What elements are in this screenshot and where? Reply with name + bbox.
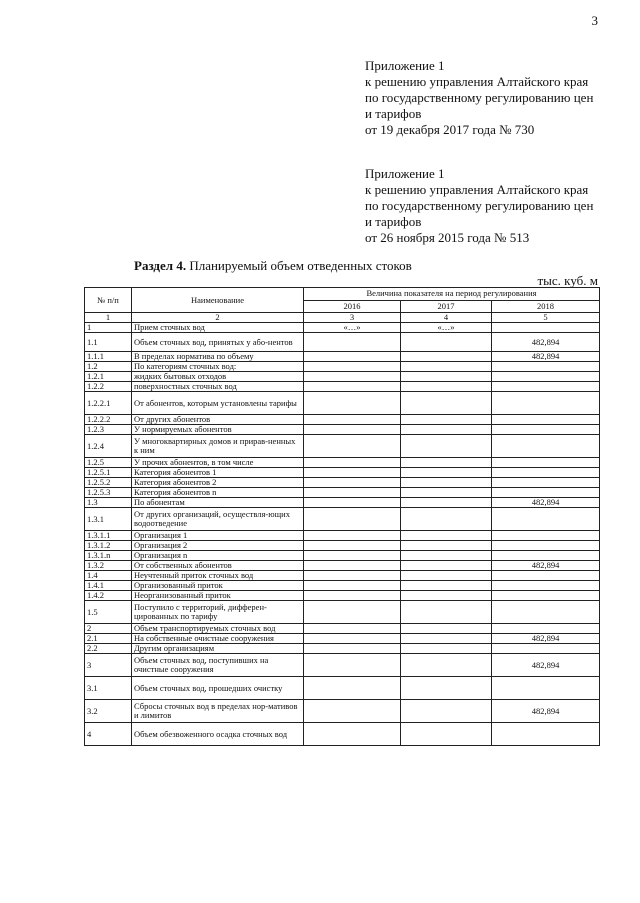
value-2018 [492, 644, 600, 654]
row-name: Сбросы сточных вод в пределах нор-мативов и лимитов [132, 700, 304, 723]
value-2016 [304, 435, 401, 458]
value-2016 [304, 425, 401, 435]
value-2018 [492, 392, 600, 415]
row-name: жидких бытовых отходов [132, 372, 304, 382]
value-2018 [492, 478, 600, 488]
row-number: 1.2.5.3 [85, 488, 132, 498]
value-2016 [304, 581, 401, 591]
row-number: 1.2.5.1 [85, 468, 132, 478]
value-2017 [401, 382, 492, 392]
row-name: По абонентам [132, 498, 304, 508]
table-row [85, 352, 600, 362]
value-2016 [304, 415, 401, 425]
row-number: 1.2.2.1 [85, 392, 132, 415]
column-index: 3 [304, 313, 401, 323]
value-2018 [492, 551, 600, 561]
value-2016 [304, 488, 401, 498]
row-number: 3.1 [85, 677, 132, 700]
column-index: 4 [401, 313, 492, 323]
row-number: 1.4 [85, 571, 132, 581]
table-row [85, 372, 600, 382]
table-row [85, 488, 600, 498]
column-index: 2 [132, 313, 304, 323]
row-number: 3.2 [85, 700, 132, 723]
row-name: По категориям сточных вод: [132, 362, 304, 372]
value-2017 [401, 581, 492, 591]
row-number: 1.3.1 [85, 508, 132, 531]
row-number: 1.3.1.1 [85, 531, 132, 541]
row-number: 1.5 [85, 601, 132, 624]
value-2016: «…» [304, 323, 401, 333]
value-2016 [304, 677, 401, 700]
row-number: 2.1 [85, 634, 132, 644]
value-2018 [492, 382, 600, 392]
appendix-note-original [365, 166, 635, 246]
appendix-note-current [365, 58, 635, 138]
value-2017 [401, 551, 492, 561]
value-2017 [401, 333, 492, 352]
value-2016 [304, 468, 401, 478]
row-name: У многоквартирных домов и прирав-ненных к ним [132, 435, 304, 458]
value-2017 [401, 723, 492, 746]
value-2016 [304, 551, 401, 561]
row-name: поверхностных сточных вод [132, 382, 304, 392]
value-2016 [304, 478, 401, 488]
value-2016 [304, 362, 401, 372]
row-number: 1.2.4 [85, 435, 132, 458]
row-number: 2 [85, 624, 132, 634]
value-2017 [401, 541, 492, 551]
value-2017 [401, 531, 492, 541]
value-2017 [401, 488, 492, 498]
value-2018: 482,894 [492, 561, 600, 571]
value-2017 [401, 634, 492, 644]
row-name: Другим организациям [132, 644, 304, 654]
value-2016 [304, 624, 401, 634]
value-2017 [401, 458, 492, 468]
table-row [85, 601, 600, 624]
value-2018: 482,894 [492, 654, 600, 677]
value-2018 [492, 425, 600, 435]
value-2016 [304, 723, 401, 746]
appendix-line: от 26 ноября 2015 года № 513 [365, 230, 530, 245]
value-2018 [492, 723, 600, 746]
header-year-2016: 2016 [304, 300, 401, 313]
value-2017 [401, 700, 492, 723]
value-2017 [401, 372, 492, 382]
row-name: От других абонентов [132, 415, 304, 425]
appendix-line: по государственному регулированию цен [365, 90, 594, 105]
appendix-line: Приложение 1 [365, 166, 445, 181]
row-name: Организация 1 [132, 531, 304, 541]
table-row [85, 531, 600, 541]
table-row [85, 458, 600, 468]
header-name: Наименование [132, 288, 304, 313]
table-row [85, 571, 600, 581]
appendix-line: и тарифов [365, 214, 422, 229]
value-2016 [304, 458, 401, 468]
value-2016 [304, 541, 401, 551]
row-number: 1.2.1 [85, 372, 132, 382]
column-index: 1 [85, 313, 132, 323]
table-row [85, 415, 600, 425]
row-number: 1.3.2 [85, 561, 132, 571]
value-2017 [401, 591, 492, 601]
row-name: Объем сточных вод, принятых у або-нентов [132, 333, 304, 352]
value-2017: «…» [401, 323, 492, 333]
section-title [134, 258, 412, 274]
table-row [85, 677, 600, 700]
value-2018 [492, 624, 600, 634]
row-number: 1.2.2.2 [85, 415, 132, 425]
row-name: От собственных абонентов [132, 561, 304, 571]
value-2018: 482,894 [492, 700, 600, 723]
column-index: 5 [492, 313, 600, 323]
table-row [85, 581, 600, 591]
value-2018 [492, 541, 600, 551]
table-row [85, 498, 600, 508]
row-name: От абонентов, которым установлены тарифы [132, 392, 304, 415]
row-number: 1.4.2 [85, 591, 132, 601]
table-row [85, 591, 600, 601]
row-name: У нормируемых абонентов [132, 425, 304, 435]
row-number: 1.3.1.n [85, 551, 132, 561]
value-2018 [492, 601, 600, 624]
table-row [85, 644, 600, 654]
value-2016 [304, 508, 401, 531]
appendix-line: и тарифов [365, 106, 422, 121]
table-row [85, 654, 600, 677]
value-2016 [304, 591, 401, 601]
value-2016 [304, 333, 401, 352]
page-number: 3 [591, 13, 598, 28]
table-row [85, 634, 600, 644]
value-2018 [492, 323, 600, 333]
value-2018 [492, 508, 600, 531]
appendix-line: Приложение 1 [365, 58, 445, 73]
row-name: Организация 2 [132, 541, 304, 551]
row-name: Объем сточных вод, прошедших очистку [132, 677, 304, 700]
row-name: В пределах норматива по объему [132, 352, 304, 362]
row-name: Категория абонентов 1 [132, 468, 304, 478]
value-2018 [492, 468, 600, 478]
value-2017 [401, 415, 492, 425]
table-row [85, 425, 600, 435]
table-row [85, 382, 600, 392]
value-2018 [492, 435, 600, 458]
header-year-2018: 2018 [492, 300, 600, 313]
row-number: 1.3.1.2 [85, 541, 132, 551]
value-2017 [401, 392, 492, 415]
row-number: 1.2.5 [85, 458, 132, 468]
value-2016 [304, 654, 401, 677]
table-row [85, 392, 600, 415]
row-name: На собственные очистные сооружения [132, 634, 304, 644]
value-2016 [304, 601, 401, 624]
table-row [85, 541, 600, 551]
value-2017 [401, 677, 492, 700]
row-name: Объем обезвоженного осадка сточных вод [132, 723, 304, 746]
value-2018 [492, 458, 600, 468]
row-number: 4 [85, 723, 132, 746]
table-row [85, 551, 600, 561]
value-2017 [401, 435, 492, 458]
value-2017 [401, 478, 492, 488]
row-name: Прием сточных вод [132, 323, 304, 333]
value-2016 [304, 392, 401, 415]
section-heading: Планируемый объем отведенных стоков [189, 258, 412, 273]
value-2016 [304, 531, 401, 541]
table-row [85, 435, 600, 458]
row-number: 1.2 [85, 362, 132, 372]
value-2016 [304, 571, 401, 581]
row-number: 3 [85, 654, 132, 677]
value-2017 [401, 425, 492, 435]
value-2018 [492, 571, 600, 581]
row-name: Объем транспортируемых сточных вод [132, 624, 304, 634]
appendix-line: по государственному регулированию цен [365, 198, 594, 213]
row-name: Категория абонентов n [132, 488, 304, 498]
table-row [85, 700, 600, 723]
value-2017 [401, 468, 492, 478]
appendix-line: к решению управления Алтайского края [365, 74, 589, 89]
row-name: Организация n [132, 551, 304, 561]
header-number: № п/п [85, 288, 132, 313]
row-name: Организованный приток [132, 581, 304, 591]
value-2017 [401, 352, 492, 362]
value-2018: 482,894 [492, 352, 600, 362]
table-row [85, 323, 600, 333]
table-row [85, 478, 600, 488]
appendix-line: к решению управления Алтайского края [365, 182, 589, 197]
row-number: 1.4.1 [85, 581, 132, 591]
row-name: Неучтенный приток сточных вод [132, 571, 304, 581]
row-number: 2.2 [85, 644, 132, 654]
value-2017 [401, 601, 492, 624]
table-row [85, 333, 600, 352]
value-2018 [492, 415, 600, 425]
row-number: 1.2.3 [85, 425, 132, 435]
value-2018: 482,894 [492, 333, 600, 352]
value-2016 [304, 372, 401, 382]
header-year-2017: 2017 [401, 300, 492, 313]
value-2017 [401, 571, 492, 581]
table-row [85, 624, 600, 634]
value-2017 [401, 644, 492, 654]
value-2017 [401, 362, 492, 372]
row-name: От других организаций, осуществля-ющих водоотведение [132, 508, 304, 531]
value-2016 [304, 382, 401, 392]
row-number: 1 [85, 323, 132, 333]
table-row [85, 468, 600, 478]
value-2018: 482,894 [492, 634, 600, 644]
row-number: 1.2.5.2 [85, 478, 132, 488]
appendix-line: от 19 декабря 2017 года № 730 [365, 122, 535, 137]
value-2017 [401, 654, 492, 677]
value-2018 [492, 372, 600, 382]
wastewater-volume-table [84, 287, 600, 746]
section-label: Раздел 4. [134, 258, 187, 273]
row-number: 1.1 [85, 333, 132, 352]
value-2018 [492, 531, 600, 541]
row-number: 1.3 [85, 498, 132, 508]
value-2016 [304, 644, 401, 654]
value-2018 [492, 488, 600, 498]
table-row [85, 362, 600, 372]
table-row [85, 561, 600, 571]
row-name: Объем сточных вод, поступивших на очистные сооружения [132, 654, 304, 677]
column-index-row [85, 313, 600, 323]
row-number: 1.1.1 [85, 352, 132, 362]
header-period: Величина показателя на период регулирования [304, 288, 600, 301]
value-2017 [401, 561, 492, 571]
value-2016 [304, 561, 401, 571]
table-row [85, 508, 600, 531]
value-2016 [304, 634, 401, 644]
value-2018 [492, 677, 600, 700]
row-number: 1.2.2 [85, 382, 132, 392]
row-name: Поступило с территорий, дифферен-цированных по тарифу [132, 601, 304, 624]
value-2017 [401, 624, 492, 634]
value-2018: 482,894 [492, 498, 600, 508]
row-name: Неорганизованный приток [132, 591, 304, 601]
units-label: тыс. куб. м [537, 273, 598, 288]
value-2016 [304, 700, 401, 723]
table-row [85, 723, 600, 746]
value-2016 [304, 498, 401, 508]
value-2017 [401, 498, 492, 508]
value-2018 [492, 591, 600, 601]
value-2017 [401, 508, 492, 531]
value-2018 [492, 362, 600, 372]
row-name: Категория абонентов 2 [132, 478, 304, 488]
value-2016 [304, 352, 401, 362]
value-2018 [492, 581, 600, 591]
row-name: У прочих абонентов, в том числе [132, 458, 304, 468]
